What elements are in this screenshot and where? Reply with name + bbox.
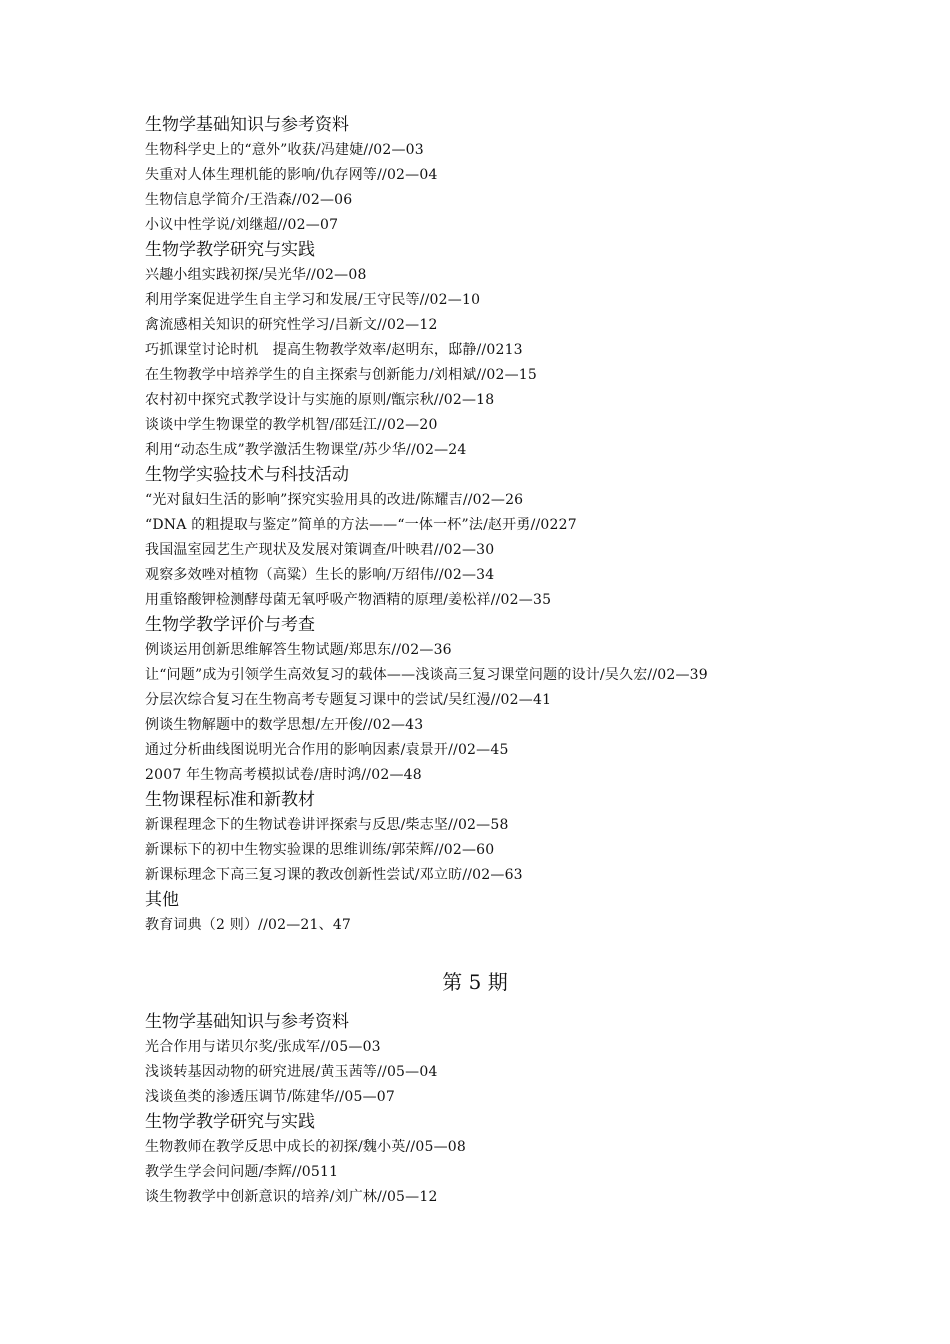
toc-entry: 浅谈转基因动物的研究进展/黄玉茜等//05—04	[145, 1064, 438, 1080]
toc-entry: 通过分析曲线图说明光合作用的影响因素/袁景开//02—45	[145, 742, 509, 758]
toc-entry: 例谈运用创新思维解答生物试题/郑思东//02—36	[145, 642, 452, 658]
section-heading: 生物学实验技术与科技活动	[145, 465, 349, 485]
toc-entry: 观察多效唑对植物（高粱）生长的影响/万绍伟//02—34	[145, 567, 495, 583]
toc-entry: 教学生学会问问题/李辉//0511	[145, 1164, 339, 1180]
toc-entry: 生物信息学简介/王浩森//02—06	[145, 192, 353, 208]
section-heading: 生物课程标准和新教材	[145, 790, 315, 810]
toc-entry: 在生物教学中培养学生的自主探索与创新能力/刘相斌//02—15	[145, 367, 537, 383]
issue-title: 第 5 期	[442, 970, 508, 994]
toc-entry: 新课标下的初中生物实验课的思维训练/郭荣辉//02—60	[145, 842, 495, 858]
toc-entry: 分层次综合复习在生物高考专题复习课中的尝试/吴红漫//02—41	[145, 692, 552, 708]
toc-entry: 巧抓课堂讨论时机 提高生物教学效率/赵明东，邸静//0213	[145, 342, 523, 358]
toc-entry: 让“问题”成为引领学生高效复习的载体——浅谈高三复习课堂问题的设计/吴久宏//02—39	[145, 667, 708, 683]
toc-entry: 失重对人体生理机能的影响/仇存网等//02—04	[145, 167, 438, 183]
toc-entry: “DNA 的粗提取与鉴定”简单的方法——“一体一杯”法/赵开勇//0227	[145, 517, 577, 533]
toc-entry: 利用“动态生成”教学激活生物课堂/苏少华//02—24	[145, 442, 467, 458]
toc-entry: 农村初中探究式教学设计与实施的原则/甑宗秋//02—18	[145, 392, 495, 408]
section-heading: 生物学教学研究与实践	[145, 240, 315, 260]
toc-entry: 生物科学史上的“意外”收获/冯建婕//02—03	[145, 142, 424, 158]
toc-entry: 兴趣小组实践初探/吴光华//02—08	[145, 267, 367, 283]
toc-entry: 生物教师在教学反思中成长的初探/魏小英//05—08	[145, 1139, 466, 1155]
section-heading: 生物学基础知识与参考资料	[145, 1012, 349, 1032]
toc-entry: 谈生物教学中创新意识的培养/刘广林//05—12	[145, 1189, 438, 1205]
toc-entry: 新课程理念下的生物试卷讲评探索与反思/柴志坚//02—58	[145, 817, 509, 833]
toc-entry: 谈谈中学生物课堂的教学机智/邵廷江//02—20	[145, 417, 438, 433]
toc-entry: 利用学案促进学生自主学习和发展/王守民等//02—10	[145, 292, 481, 308]
toc-entry: 用重铬酸钾检测酵母菌无氧呼吸产物酒精的原理/姜松祥//02—35	[145, 592, 552, 608]
issue-2-contents	[145, 113, 845, 938]
toc-entry: 小议中性学说/刘继超//02—07	[145, 217, 339, 233]
section-heading: 生物学教学研究与实践	[145, 1112, 315, 1132]
toc-entry: 教育词典（2 则）//02—21、47	[145, 917, 352, 933]
toc-entry: 我国温室园艺生产现状及发展对策调查/叶映君//02—30	[145, 542, 495, 558]
toc-entry: 2007 年生物高考模拟试卷/唐时鸿//02—48	[145, 767, 422, 783]
toc-entry: 例谈生物解题中的数学思想/左开俊//02—43	[145, 717, 424, 733]
toc-entry: 光合作用与诺贝尔奖/张成军//05—03	[145, 1039, 381, 1055]
section-heading: 生物学教学评价与考查	[145, 615, 315, 635]
issue-5-contents	[145, 1010, 845, 1210]
section-heading: 其他	[145, 890, 179, 910]
section-heading: 生物学基础知识与参考资料	[145, 115, 349, 135]
toc-entry: “光对鼠妇生活的影响”探究实验用具的改进/陈耀吉//02—26	[145, 492, 524, 508]
toc-entry: 禽流感相关知识的研究性学习/吕新文//02—12	[145, 317, 438, 333]
toc-entry: 浅谈鱼类的渗透压调节/陈建华//05—07	[145, 1089, 395, 1105]
toc-entry: 新课标理念下高三复习课的教改创新性尝试/邓立昉//02—63	[145, 867, 523, 883]
